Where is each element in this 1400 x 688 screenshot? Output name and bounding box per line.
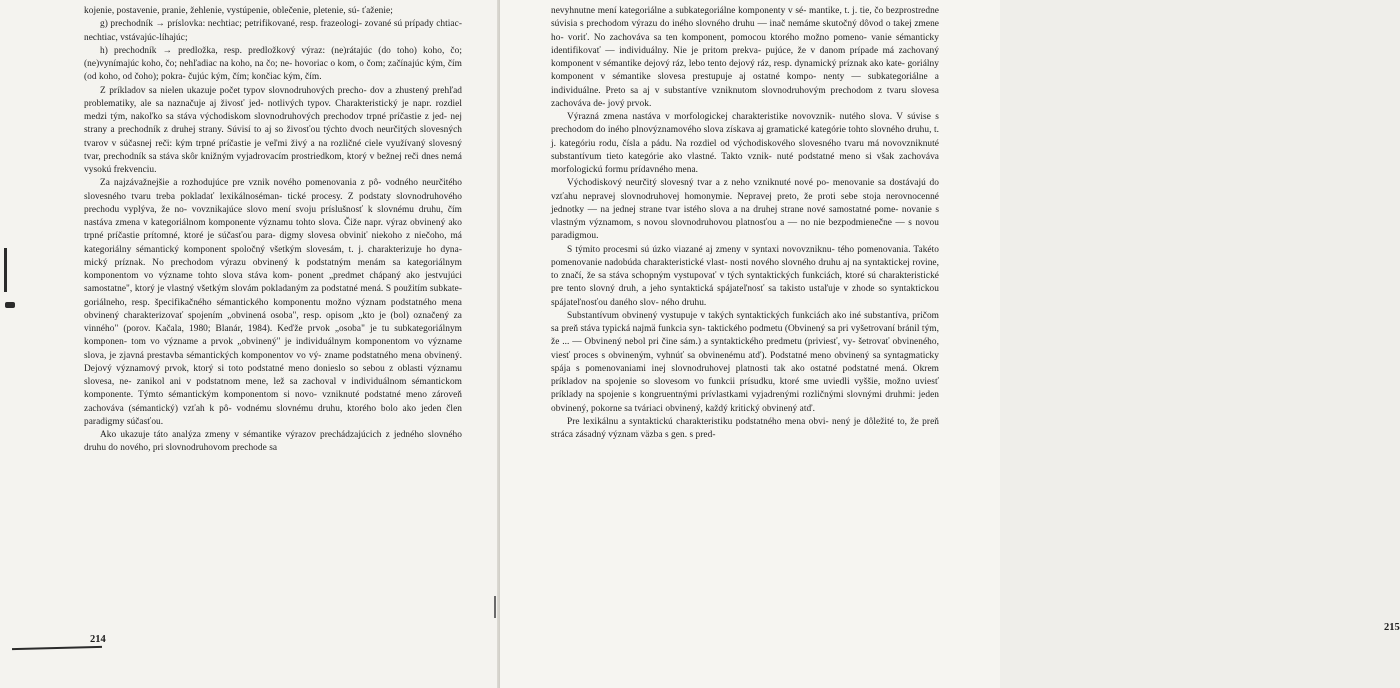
paragraph: h) prechodník → predložka, resp. predložkový výraz: (ne)rátajúc (do toho) koho, čo; (ne)vynímajúc koho, čo; nehľadiac na koho, na čo; ne- hovoriac o kom, o čom; začínajúc kým, čím (od koho, od čoho); pokra- čujúc kým, čím; končiac kým, čím.: [84, 45, 462, 83]
right-page-text: [551, 5, 939, 442]
paragraph: kojenie, postavenie, pranie, žehlenie, vystúpenie, oblečenie, pletenie, sú- ťaženie;: [84, 6, 393, 16]
paragraph: Z príkladov sa nielen ukazuje počet typov slovnodruhových precho- dov a zhustený prehľad problematiky, ale sa naznačuje aj živosť jed- notlivých typov. Charakteristický je napr. rozdiel medzi tým, nakoľko sa stáva východiskom slovnodruhových prechodov trpné príčastie z jed- nej strany a prechodník z druhej strany. Súvisí to aj so živosťou týchto dvoch neurčitých slovesných tvarov v súčasnej reči: kým trpné príčastie je veľmi živý a na rozličné ciele využívaný slovesný tvar, prechodník sa stáva skôr knižným vyjadrovacím prostriedkom, ktorý v bežnej reči dnes nemá vysokú frekvenciu.: [84, 85, 462, 175]
paragraph: Východiskový neurčitý slovesný tvar a z neho vzniknuté nové po- menovanie sa dostávajú do vzťahu nepravej slovnodruhovej homonymie. Nepravej preto, že proti sebe stoja nerovnocenné jednotky — na jednej strane tvar istého slova a na druhej strane nové samostatné pome- novanie s vlastným významom, s novou slovnodruhovou platnosťou a — no nie bezpodmienečne — s novou paradigmou.: [551, 178, 939, 242]
paragraph: Ako ukazuje táto analýza zmeny v sémantike výrazov prechádzajúcich z jedného slovného druhu do nového, pri slovnodruhovom prechode sa: [84, 430, 462, 454]
scan-artifact: [494, 596, 496, 618]
paragraph: Za najzávažnejšie a rozhodujúce pre vznik nového pomenovania z pô- vodného neurčitého slovesného tvaru treba pokladať lexikálnoséman- tické procesy. Z podstaty slovnodruhového prechodu vyplýva, že no- vovznikajúce slovo mení svoju príslušnosť k slovnému druhu, čím nastáva zmena v kategoriálnom komponente významu tohto slova. Čiže napr. výraz obvinený ako trpné príčastie prítomné, ktoré je súčasťou para- digmy slovesa obviniť niekoho z niečoho, má kategoriálny sémantický komponent spoločný všetkým slovesám, t. j. charakterizuje ho dyna- mický príznak. No prechodom výrazu obvinený k podstatným menám sa kategoriálnym komponentom vo význame tohto slova stáva kom- ponent „predmet chápaný ako jestvujúci samostatne", ktorý je vlastný všetkým slovám pokladaným za podstatné mená. S použitím subkate- goriálneho, resp. špecifikačného sémantického komponentu možno význam podstatného mena obvinený charakterizovať spojením „obvinená osoba", resp. opisom „kto je (bol) označený za vinného" (porov. Kačala, 1980; Blanár, 1984). Keďže prvok „osoba" je tu subkategoriálnym komponen- tom vo význame a prvok „obvinený" je individuálnym komponentom vo význame slova, je zjavná prestavba sémantických komponentov vo vý- zname podstatného mena obvinený. Dejový významový prvok, ktorý si toto podstatné meno donieslo so sebou z oblasti významu slovesa, ne- zanikol ani v podstatnom mene, lež sa zachoval v individuálnom sémantickom komponente. Týmto sémantickým komponentom si novo- vzniknuté podstatné meno zároveň zachováva (sémantický) vzťah k pô- vodnému slovnému druhu, ktorého bolo ako jeden člen paradigmy súčasťou.: [84, 178, 462, 427]
paragraph: nevyhnutne mení kategoriálne a subkategoriálne komponenty v sé- mantike, t. j. tie, čo bezprostredne súvisia s prechodom výrazu do iného slovného druhu — inač nemáme skutočný dôvod o takej zmene ho- voriť. No zachováva sa ten komponent, pomocou ktorého možno pomeno- vanie sémanticky identifikovať — individuálny. Nie je pritom prekva- pujúce, že v danom prípade má zachovaný komponent v sémantike dejový ráz, lebo tento dejový ráz, resp. dynamický príznak ako kate- goriálny komponent v sémantike slovesa prestupuje aj ostatné kompo- nenty — subkategoriálne a individuálne. Preto sa aj v substantíve vzniknutom slovnodruhovým prechodom z tvaru slovesa zachováva de- jový prvok.: [551, 6, 939, 109]
right-page: [500, 0, 1400, 688]
left-page: [0, 0, 500, 688]
paragraph: g) prechodník → príslovka: nechtiac; petrifikované, resp. frazeologi- zované sú prípady chtiac-nechtiac, vstávajúc-líhajúc;: [84, 19, 462, 43]
paragraph: Substantívum obvinený vystupuje v takých syntaktických funkciách ako iné substantíva, pričom sa preň stáva typická najmä funkcia syn- taktického podmetu (Obvinený sa pri vyšetrovaní bránil tým, že ... — Obvinený nebol pri čine sám.) a syntaktického predmetu (priviesť, vy- šetrovať obvineného, viesť proces s obvineným, vyhnúť sa obvinenému atď). Podstatné meno obvinený sa syntagmaticky spája s pomenovaniami inej slovnodruhovej platnosti tak ako ostatné podstatné mená. Okrem príkladov na spojenie so slovesom vo funkcii prísudku, ktoré sme uviedli vyššie, možno uviesť príklady na spojenie s kongruentnými prívlastkami vyjadrenými rozličnými slovnými druhmi: jeden obvinený, pokorne sa tváriaci obvinený, každý kritický obvinený atď.: [551, 310, 939, 414]
paragraph: Výrazná zmena nastáva v morfologickej charakteristike novovznik- nutého slova. V súvise s prechodom do iného plnovýznamového slova získava aj gramatické kategórie tohto slovného druhu, t. j. kategóriu rodu, čísla a pádu. Na rozdiel od východiskového slovesného tvaru má novovzniknuté substantívum tieto kategórie ako vlastné. Takto vznik- nuté podstatné meno si však zachováva morfologickú formu prídavného mena.: [551, 112, 939, 175]
scan-artifact: [4, 248, 7, 292]
scan-artifact: [5, 302, 15, 308]
scan-artifact: [12, 646, 102, 650]
page-number: 215: [1384, 622, 1400, 633]
left-page-text: [84, 5, 462, 456]
paragraph: S týmito procesmi sú úzko viazané aj zmeny v syntaxi novovzniknu- tého pomenovania. Takéto pomenovanie nadobúda charakteristické vlast- nosti nového slovného druhu aj na syntaktickej rovine, to značí, že sa stáva schopným vystupovať v tých syntaktických funkciách, ktoré sú charakteristické pre tento slovný druh, a jeho syntaktická spájateľnosť sa takisto ustaľuje v zhode so syntaktickou spájateľnosťou daného slov- ného druhu.: [551, 244, 939, 308]
page-number: 214: [90, 634, 106, 645]
paragraph: Pre lexikálnu a syntaktickú charakteristiku podstatného mena obvi- nený je dôležité to, že preň stráca zásadný význam väzba s gen. s pred-: [551, 416, 939, 440]
